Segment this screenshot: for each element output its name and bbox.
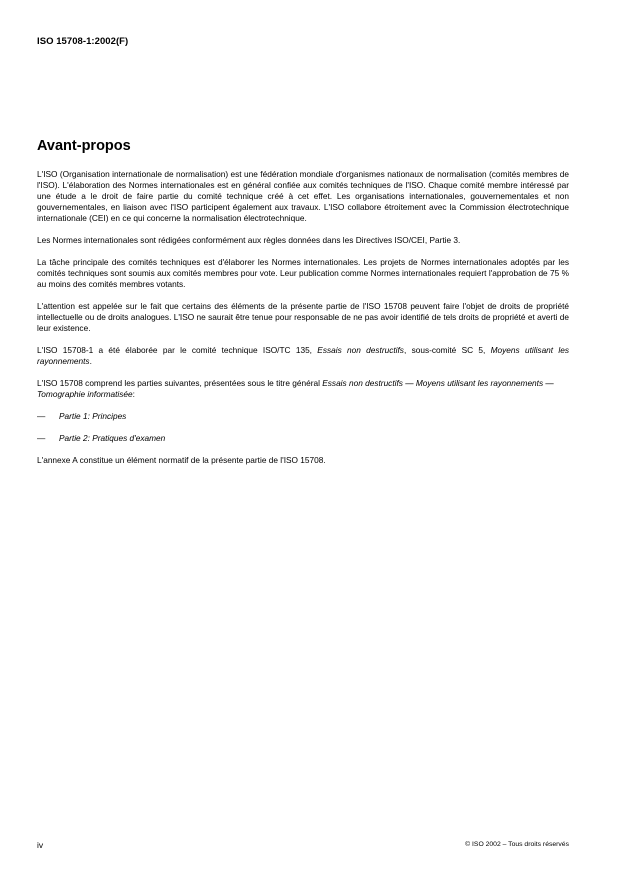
copyright-notice: © ISO 2002 – Tous droits réservés [465, 841, 569, 848]
paragraph-patent-rights: L'attention est appelée sur le fait que certains des éléments de la présente partie de l'ISO 15708 peuvent faire l'objet de droits de propriété intellectuelle ou de droits analogues. L'ISO ne saurait être tenue pour responsable de ne pas avoir identifié de tels droits de propriété et averti de leur existence. [37, 301, 569, 333]
general-title: Essais non destructifs — Moyens utilisant les rayonnements — Tomographie informatisée [37, 378, 554, 399]
parts-intro-end: : [132, 389, 135, 399]
list-item [37, 433, 569, 444]
list-item [37, 411, 569, 422]
paragraph-annex: L'annexe A constitue un élément normatif de la présente partie de l'ISO 15708. [37, 455, 326, 465]
paragraph-iso-description: L'ISO (Organisation internationale de normalisation) est une fédération mondiale d'organismes nationaux de normalisation (comités membres de l'ISO). L'élaboration des Normes internationales est en général confiée aux comités techniques de l'ISO. Chaque comité membre intéressé par une étude a le droit de faire partie du comité technique créé à cet effet. Les organisations internationales, gouvernementales et non gouvernementales, en liaison avec l'ISO participent également aux travaux. L'ISO collabore étroitement avec la Commission électrotechnique internationale (CEI) en ce qui concerne la normalisation électrotechnique. [37, 169, 569, 223]
dash-marker: — [37, 411, 46, 421]
foreword-body [37, 169, 569, 477]
parts-intro-text: L'ISO 15708 comprend les parties suivantes, présentées sous le titre général [37, 378, 323, 388]
committee-title: Essais non destructifs [317, 345, 404, 355]
prepared-by-text: L'ISO 15708-1 a été élaborée par le comité technique ISO/TC 135, [37, 345, 318, 355]
part-2-title: Partie 2: Pratiques d'examen [59, 433, 166, 443]
paragraph-prepared-by [37, 345, 569, 367]
dash-marker: — [37, 433, 46, 443]
page-number: iv [37, 840, 44, 850]
subcommittee-text: , sous-comité SC 5, [403, 345, 491, 355]
part-1-title: Partie 1: Principes [59, 411, 127, 421]
paragraph-parts-intro [37, 378, 569, 400]
document-id: ISO 15708-1:2002(F) [37, 36, 129, 47]
subcommittee-title: Moyens utilisant les rayonnements [37, 345, 569, 366]
paragraph-directives: Les Normes internationales sont rédigées conformément aux règles données dans les Directives ISO/CEI, Partie 3. [37, 235, 461, 245]
section-title: Avant-propos [37, 138, 131, 154]
paragraph-technical-committees: La tâche principale des comités techniques est d'élaborer les Normes internationales. Les projets de Normes internationales adoptés par les comités techniques sont soumis aux comités membres pour vote. Leur publication comme Normes internationales requiert l'approbation de 75 % au moins des comités membres votants. [37, 257, 569, 289]
prepared-by-end: . [89, 356, 92, 366]
